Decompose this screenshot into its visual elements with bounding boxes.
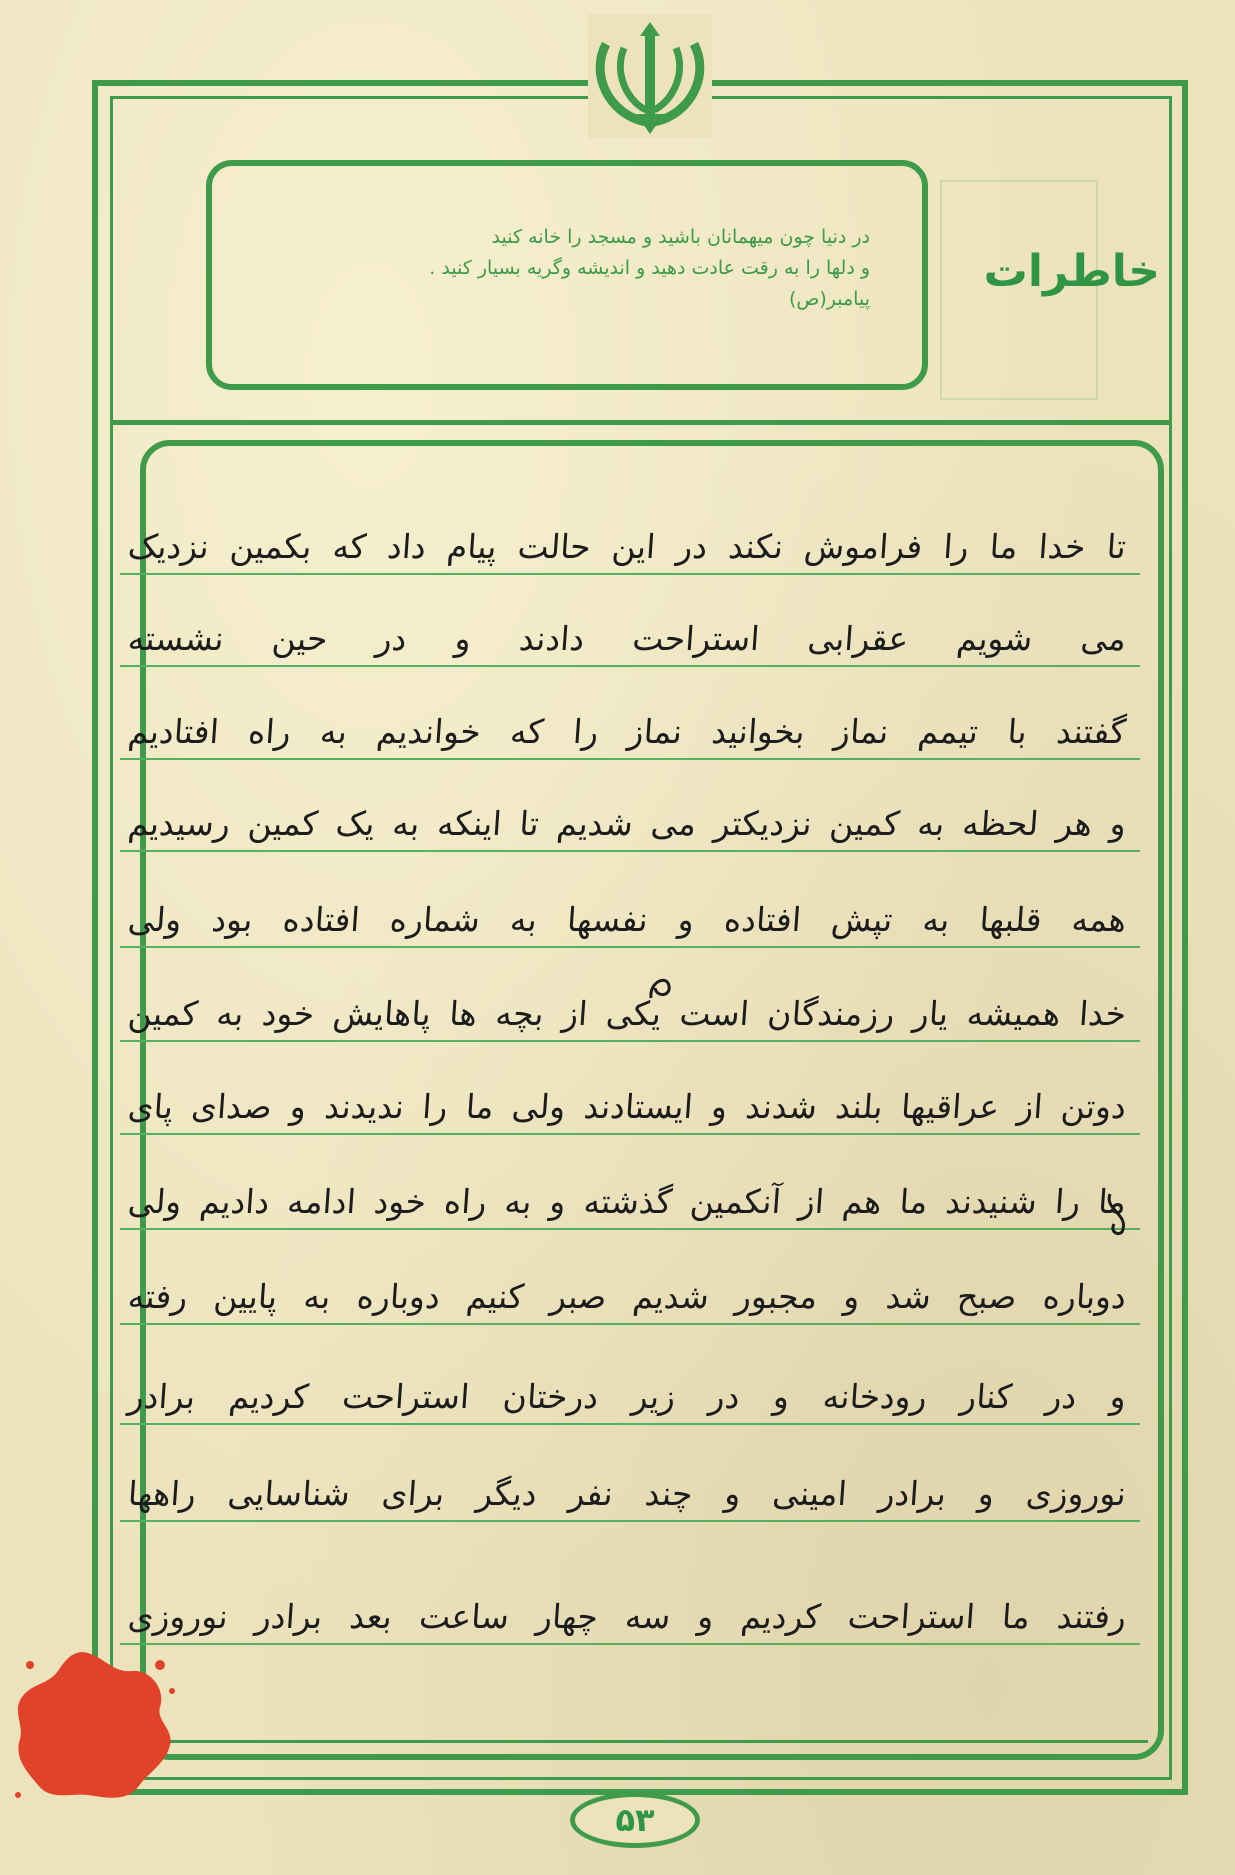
handwritten-text: ما را شنیدند ما هم از آنکمین گذشته و به راه خود ادامه دادیم ولی — [126, 1182, 1128, 1221]
ruled-line — [120, 1520, 1140, 1522]
bottom-rule — [158, 1740, 1148, 1743]
handwritten-line — [120, 1065, 1140, 1145]
ink-stain-icon — [10, 1645, 180, 1805]
section-title: خاطرات — [983, 246, 1160, 297]
ruled-line — [120, 1643, 1140, 1645]
handwritten-line — [120, 782, 1140, 862]
hadith-quote — [270, 222, 870, 315]
handwritten-line — [120, 597, 1140, 677]
handwritten-line — [120, 1355, 1140, 1435]
header-divider — [110, 420, 1172, 425]
handwritten-text: گفتند با تیمم نماز بخوانید نماز را که خواندیم به راه افتادیم — [126, 712, 1128, 751]
handwritten-mark-icon — [1102, 1188, 1136, 1238]
ruled-line — [120, 946, 1140, 948]
handwritten-line — [120, 1452, 1140, 1532]
ruled-line — [120, 758, 1140, 760]
handwritten-text: تا خدا ما را فراموش نکند در این حالت پیام داد که بکمین نزدیک — [126, 527, 1128, 566]
handwritten-line — [120, 505, 1140, 585]
handwritten-text: رفتند ما استراحت کردیم و سه چهار ساعت بعد برادر نوروزی — [126, 1597, 1128, 1636]
handwritten-text: نوروزی و برادر امینی و چند نفر دیگر برای شناسایی راهها — [126, 1474, 1128, 1513]
ruled-line — [120, 665, 1140, 667]
handwritten-text: می شویم عقرابی استراحت دادند و در حین نشسته — [126, 619, 1128, 658]
handwritten-text: همه قلبها به تپش افتاده و نفسها به شماره افتاده بود ولی — [126, 900, 1128, 939]
quote-line: و دلها را به رقت عادت دهید و اندیشه وگریه بسیار کنید . — [429, 257, 870, 279]
emblem-icon — [588, 14, 712, 138]
handwritten-text: دوتن از عراقیها بلند شدند و ایستادند ولی ما را ندیدند و صدای پای — [126, 1087, 1128, 1126]
ruled-line — [120, 573, 1140, 575]
handwritten-text: و در کنار رودخانه و در زیر درختان استراحت کردیم برادر — [126, 1377, 1128, 1416]
handwritten-line — [120, 1575, 1140, 1655]
handwritten-line — [120, 1255, 1140, 1335]
handwritten-text: دوباره صبح شد و مجبور شدیم صبر کنیم دوباره به پایین رفته — [126, 1277, 1128, 1316]
handwritten-mark-icon — [645, 968, 677, 1008]
ruled-line — [120, 850, 1140, 852]
ruled-line — [120, 1228, 1140, 1230]
ruled-line — [120, 1323, 1140, 1325]
ruled-line — [120, 1423, 1140, 1425]
ruled-line — [120, 1133, 1140, 1135]
handwritten-text: و هر لحظه به کمین نزدیکتر می شدیم تا اینکه به یک کمین رسیدیم — [126, 804, 1128, 843]
handwritten-line — [120, 972, 1140, 1052]
handwritten-line — [120, 878, 1140, 958]
page-number: ۵۳ — [570, 1792, 700, 1848]
handwritten-line — [120, 690, 1140, 770]
quote-line: در دنیا چون میهمانان باشید و مسجد را خانه کنید — [491, 226, 870, 248]
handwritten-line — [120, 1160, 1140, 1240]
handwritten-text: خدا همیشه یار رزمندگان است یکی از بچه ها پاهایش خود به کمین — [126, 994, 1128, 1033]
quote-attribution: پیامبر(ص) — [788, 288, 870, 310]
ruled-line — [120, 1040, 1140, 1042]
